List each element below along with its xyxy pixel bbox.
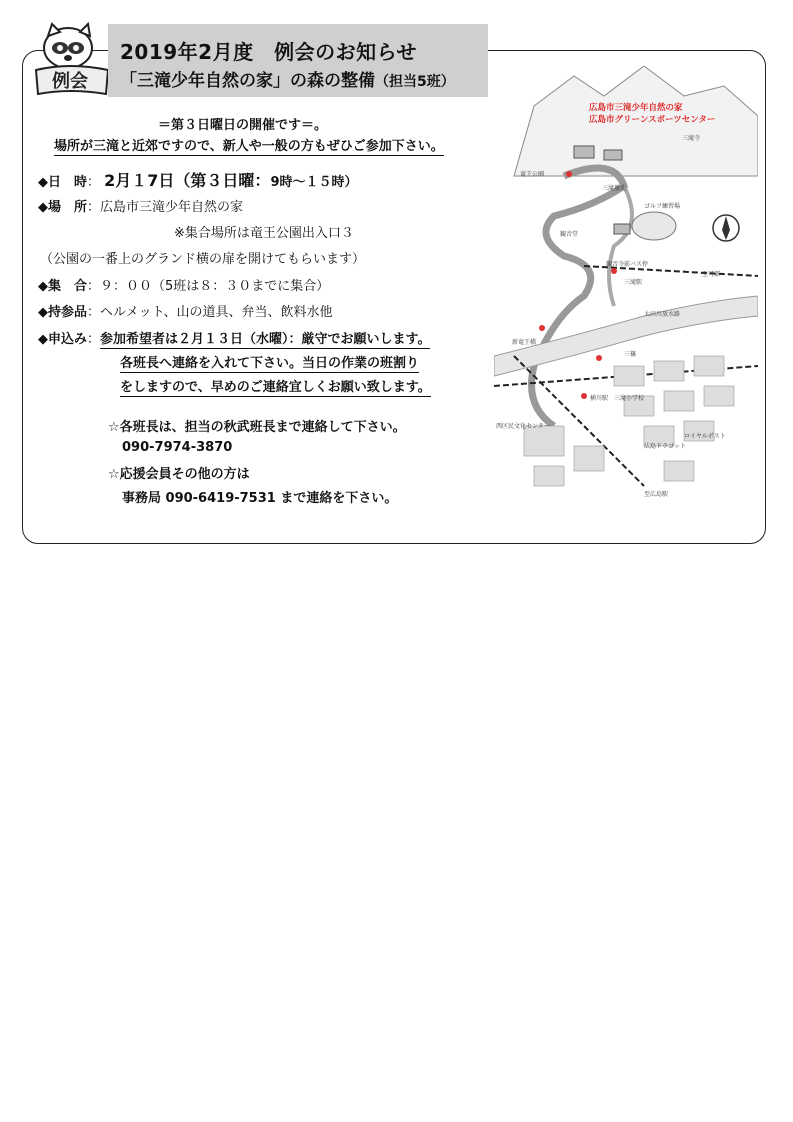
date-colon: ： <box>87 175 101 190</box>
apply-line-3: をしますので、早めのご連絡宜しくお願い致します。 <box>120 376 431 397</box>
map-label: 竜王公園 <box>520 171 545 178</box>
apply-row <box>38 328 430 347</box>
map-label: 至広島駅 <box>644 491 669 498</box>
contact-2-office: 事務局 090-6419-7531 まで連絡を下さい。 <box>122 491 398 506</box>
map-label: 西区民文化センター <box>496 423 550 430</box>
subtitle-text: 「三滝少年自然の家」の森の整備 <box>120 71 375 91</box>
apply-colon: ： <box>87 332 101 347</box>
page-subtitle <box>120 66 455 91</box>
map-label: 三滝墓苑 <box>602 185 627 192</box>
date-time: 9時～１５時） <box>270 175 358 190</box>
page-header <box>108 24 488 97</box>
meeting-place: ※集合場所は竜王公園出入口３ <box>174 226 354 241</box>
contact-1: ☆各班長は、担当の秋武班長まで連絡して下さい。 <box>108 420 406 435</box>
apply-line-2: 各班長へ連絡を入れて下さい。当日の作業の班割り <box>120 352 419 373</box>
items-label: ◆持参品 <box>38 305 87 320</box>
map-label: 三滝寺 <box>682 135 701 142</box>
items-value: ヘルメット、山の道具、弁当、飲料水他 <box>100 305 333 320</box>
contact-1-phone: 090-7974-3870 <box>122 440 233 455</box>
gather-row <box>38 275 329 294</box>
place-colon: ： <box>87 200 101 215</box>
map-label: 広島ドラゴット <box>644 443 686 450</box>
apply-label: ◆申込み <box>38 332 87 347</box>
map-label: ゴルフ練習場 <box>644 203 681 210</box>
date-row <box>38 168 357 191</box>
items-row <box>38 301 332 320</box>
gather-label: ◆集 合 <box>38 279 87 294</box>
map-label: 三滝小学校 <box>614 395 645 402</box>
map-title-2: 広島市グリーンスポーツセンター <box>589 115 716 125</box>
map-label: 至可部 <box>702 271 721 278</box>
map-label: 太田川放水路 <box>644 311 681 318</box>
items-colon: ： <box>87 305 101 320</box>
map-label: 三篠 <box>624 351 637 358</box>
tanuki-mascot-icon <box>30 18 112 98</box>
map-label: 観音寺前バス停 <box>606 261 649 268</box>
meeting-note: （公園の一番上のグランド横の扉を開けてもらいます） <box>40 252 366 267</box>
access-map <box>494 66 758 518</box>
date-value: 2月１7日（第３日曜： <box>104 171 271 190</box>
badge-label: 例会 <box>52 71 88 92</box>
map-label: ロイヤルポスト <box>684 433 726 440</box>
map-label: 横川駅 <box>590 395 609 402</box>
apply-value: 参加希望者は２月１３日（水曜）：厳守でお願いします。 <box>100 332 431 347</box>
notice-line-2: 場所が三滝と近郊ですので、新人や一般の方もぜひご参加下さい。 <box>54 135 444 156</box>
gather-value: ９：００（5班は８：３０までに集合） <box>100 279 330 294</box>
place-value: 広島市三滝少年自然の家 <box>100 200 244 215</box>
subtitle-note: （担当5班） <box>375 74 455 90</box>
map-label: 新竜王橋 <box>512 339 537 346</box>
page-title: 2019年2月度 例会のお知らせ <box>120 40 417 64</box>
map-title-1: 広島市三滝少年自然の家 <box>589 103 683 113</box>
map-label: 観音堂 <box>560 231 579 238</box>
gather-colon: ： <box>87 279 101 294</box>
map-label: 三滝駅 <box>624 279 643 286</box>
date-label: ◆日 時 <box>38 175 87 190</box>
place-row <box>38 196 243 215</box>
contact-2: ☆応援会員その他の方は <box>108 467 250 482</box>
place-label: ◆場 所 <box>38 200 87 215</box>
notice-line-1: ＝第３日曜日の開催です＝。 <box>158 118 328 133</box>
